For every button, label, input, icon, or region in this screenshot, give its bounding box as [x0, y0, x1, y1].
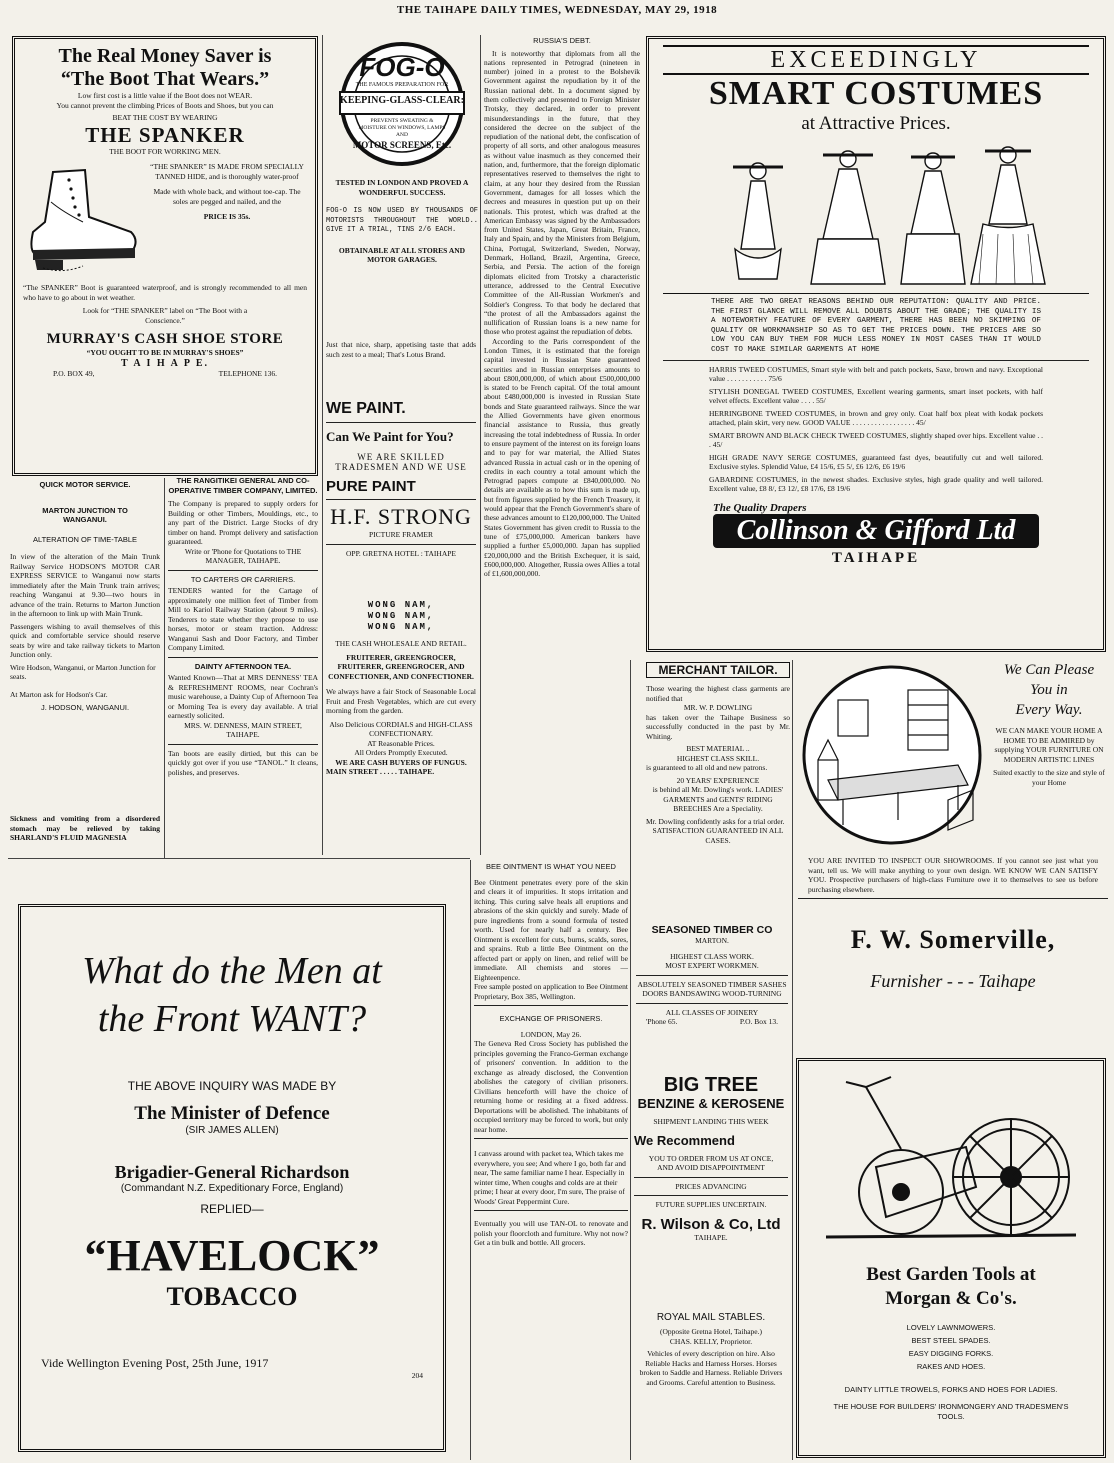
wongnam-body: We always have a fair Stock of Seasonable Local Fruit and Fresh Vegetables, which are cut every morning from the garden. — [326, 687, 476, 715]
column-rule — [322, 35, 323, 855]
tanol-notice-2: Eventually you will use TAN-OL to renovate and polish your floorcloth and furniture. Why not now? Get a tin bulk and bottle. All grocers. — [474, 1219, 628, 1247]
motor-signature: J. HODSON, WANGANUI. — [40, 703, 130, 712]
column-two-notices — [168, 476, 318, 856]
morgan-item: RAKES AND HOES. — [916, 1362, 986, 1371]
costumes-firm: Collinson & Gifford Ltd — [713, 514, 1039, 548]
somerville-advert — [798, 660, 1108, 1050]
tea-body: Wanted Known—That at MRS DENNESS' TEA & REFRESHMENT ROOMS, near Cochran's music warehouse, a Dainty Cup of Afternoon Tea or Morning Tea is every day available. A trial earnestly solicited. — [168, 673, 318, 720]
tailor-body-2: has taken over the Taihape Business so successfully conducted in the past by Mr. Whiting. — [646, 712, 790, 741]
bigtree-product: BENZINE & KEROSENE — [637, 1096, 785, 1111]
somerville-suited: Suited exactly to the size and style of your Home — [993, 768, 1105, 787]
stables-advert — [634, 1312, 788, 1458]
somerville-headline-3: Every Way. — [1015, 702, 1083, 718]
bigtree-advert — [634, 1074, 788, 1304]
exchange-title: EXCHANGE OF PRISONERS. — [499, 1014, 603, 1023]
costume-item: SMART BROWN AND BLACK CHECK TWEED COSTUMES, slightly shaped over hips. Excellent value . . . 45/ — [709, 430, 1043, 450]
bigtree-firm: R. Wilson & Co, Ltd — [641, 1215, 781, 1233]
morgan-trowels: DAINTY LITTLE TROWELS, FORKS AND HOES FOR LADIES. — [844, 1385, 1058, 1394]
stables-proprietor: CHAS. KELLY, Proprietor. — [669, 1336, 753, 1346]
wongnam-fungus: WE ARE CASH BUYERS OF FUNGUS. — [335, 757, 467, 767]
rangitikei-body: The Company is prepared to supply orders for Building or other Timbers, Mouldings, etc., to any part of the District. Large Stocks of dry timber on hand. Prompt delivery and satisfaction guaranteed. — [168, 499, 318, 546]
costume-item: STYLISH DONEGAL TWEED COSTUMES, Excellent wearing garments, smart inset pockets, with half velvet effects. Excellent value . . . . 55/ — [709, 386, 1043, 406]
fogo-body: FOG-O IS NOW USED BY THOUSANDS OF MOTORISTS THROUGHOUT THE WORLD.. GIVE IT A TRIAL, TINS 2/6 EACH. — [326, 207, 478, 234]
fogo-obtain: OBTAINABLE AT ALL STORES AND MOTOR GARAGES. — [338, 245, 466, 264]
tailor-experience-2: is behind all Mr. Dowling's work. LADIES' GARMENTS and GENTS' RIDING BREECHES Are a Speciality. — [652, 785, 784, 813]
havelock-brigadier: Brigadier-General Richardson — [114, 1162, 350, 1182]
sharland-notice: Sickness and vomiting from a disordered stomach may be relieved by taking SHARLAND'S FLUID MAGNESIA — [10, 814, 160, 842]
fogo-logo-seal — [338, 40, 466, 168]
spanker-intro: Low first cost is a little value if the Boot does not WEAR. — [77, 91, 253, 100]
havelock-advert — [18, 904, 446, 1452]
costume-item: HARRIS TWEED COSTUMES, Smart style with belt and patch pockets, Saxe, brown and navy. Exceptional value . . . . . . . . . . . 75/6 — [709, 364, 1043, 384]
motor-passengers: Passengers wishing to avail themselves of this quick and comfortable service should reserve seats by wire and take railway tickets to Marton Junction only. — [10, 621, 160, 659]
timber-advert — [636, 924, 788, 1048]
column-rule — [792, 660, 793, 1460]
timber-line: HIGHEST CLASS WORK. — [670, 951, 754, 961]
bigtree-prices: PRICES ADVANCING — [675, 1181, 747, 1191]
havelock-vide: Vide Wellington Evening Post, 25th June, 1917 — [41, 1356, 269, 1370]
tailor-experience: 20 YEARS' EXPERIENCE — [676, 775, 760, 785]
tailor-advert — [646, 662, 790, 908]
debt-paragraph-2: According to the Paris correspondent of the London Times, it is estimated that the foreign capital invested in Russian State guaranteed securities and in Russian enterprises amounts to about £800,000,000, of which about £500,000,000 is stated to be French capital. Of the total amount about £480,000,000 is invested in Russian State bonds and State guaranteed railways. Since the war the Allied Governments have given enormous financial assistance to Russia, thus greatly increasing the total indebtedness of Russia. In order to ensure payment of the interest on its foreign loans and to pay for war material, the Allied States advanced Russia in actual cash or in the opening of credits in each country a total amount which the Petrograd papers compute at £840,000,000. No details are available as to how this sum is made up, but from figures supplied by the French Treasury, it would appear that the French Government's share of these advances amount to £120,000,000. The United States Government has given credit to Russia to the tune of £75,000,000. American bankers have supplied a further £5,000,000. Japan has supplied £20,000,000 and the British Exchequer, it is said, £600,000,000. Altogether, Russia owes Allies a total of £1,600,000,000. — [484, 336, 640, 579]
spanker-box: P.O. BOX 49, — [53, 368, 95, 378]
timber-phone: 'Phone 65. — [646, 1017, 678, 1026]
spanker-desc-2: Made with whole back, and without toe-cap. The soles are pegged and nailed, and the — [153, 187, 301, 206]
fogo-tested: TESTED IN LONDON AND PROVED A WONDERFUL SUCCESS. — [335, 178, 469, 197]
bigtree-headline: BIG TREE — [663, 1074, 759, 1096]
bee-title: BEE OINTMENT IS WHAT YOU NEED — [486, 862, 616, 871]
tailor-name: MR. W. P. DOWLING — [683, 703, 753, 712]
spanker-look: Look for “THE SPANKER” label on “The Boot with a Conscience.” — [82, 306, 248, 325]
havelock-sir: (SIR JAMES ALLEN) — [185, 1125, 279, 1136]
costume-item: HIGH GRADE NAVY SERGE COSTUMES, guaranteed fast dyes, beautifully cut and well tailored. Exclusive styles. Splendid Value, £4 15/6, £5 5/, £6 12/6, £6 19/6 — [709, 452, 1043, 472]
tailor-skill: HIGHEST CLASS SKILL. — [676, 753, 760, 763]
peppermint-cure-verse: I canvass around with packet tea, Which takes me everywhere, you see; And where I go, both far and near, The same familiar name I hear. Especially in winter time, When coughs and colds are at their prime; I hear at every door, I'm sure, The praise of Woods' Great Peppermint Cure. — [474, 1149, 626, 1206]
debt-title: RUSSIA'S DEBT. — [533, 36, 591, 45]
debt-paragraph: It is noteworthy that diplomats from all the nations represented in Petrograd (nineteen in number) joined in a protest to the Bolshevik Government against the repudiation by it of the Russian national debt. In a document signed by them collectively and presented to Foreign Minister Trotsky, they declared, in order to prevent misunderstandings in the future, that they considered the decree on the subject of the repudiation of the national debt, the confiscation of property of all sorts, and other analogous measures as without value inasmuch as they concerned their nation, and, furthermore, that the foreign diplomatic representatives reserved to themselves the right to claim, at any hour they desired from the Russian Government, damages for all losses which the decrees and measures in question put up on their nationals. This protest, which was drafted at the American Embassy was signed by the Ambassadors from United States, Japan, Great Britain, France, Italy and Spain, and by the Ministers from Belgium, China, Portugal, Switzerland, Sweden, Norway, Denmark, Holland, Brazil, Argentina, Greece, Serbia, and Persia. The action of the foreign diplomats elicited from Trotsky a characteristic utterance, addressed to the Central Executive Committee of the All-Russian Workmen's and Soldier's Congress. To that body he declared that “the protest of all the Ambassadors against the nullification of Russian loans is a new name for those who protest against the repudiation of debts. — [484, 48, 640, 337]
morgan-advert — [796, 1058, 1106, 1458]
wongnam-line: WONG NAM, — [367, 600, 435, 610]
spanker-advert — [12, 36, 318, 476]
rangitikei-title: THE RANGITIKEI GENERAL AND CO-OPERATIVE TIMBER COMPANY, LIMITED. — [168, 476, 318, 495]
furniture-showroom-illustration — [798, 660, 986, 850]
column-five-notices — [474, 862, 628, 1458]
timber-place: MARTON. — [695, 936, 729, 945]
carters-body: TENDERS wanted for the Cartage of approximately one million feet of Timber from Mill to Kariol Railway Station (about 9 miles). Tenderers to state whether they propose to use horses, motor or steam traction. Address: Wanganui Sash and Door Factory, and Timber Company Limited. — [168, 586, 318, 652]
morgan-house: THE HOUSE FOR BUILDERS' IRONMONGERY AND TRADESMEN'S TOOLS. — [833, 1402, 1069, 1421]
timber-title: SEASONED TIMBER CO — [651, 924, 773, 936]
spanker-desc-3: “The SPANKER” Boot is guaranteed waterproof, and is strongly recommended to all men who have to go about in wet weather. — [23, 283, 307, 302]
wongnam-prices: AT Reasonable Prices. — [367, 738, 435, 748]
fogo-ring-top: THE FAMOUS PREPARATION FOR — [355, 82, 449, 88]
costumes-headline: EXCEEDINGLY — [663, 45, 1089, 75]
strong-skilled: WE ARE SKILLED TRADESMEN AND WE USE — [335, 452, 467, 472]
bigtree-shipment: SHIPMENT LANDING THIS WEEK — [653, 1117, 769, 1126]
somerville-headline-2: You in — [1030, 682, 1068, 698]
havelock-commandant: (Commandant N.Z. Expeditionary Force, England) — [120, 1183, 344, 1194]
wongnam-advert — [326, 600, 476, 855]
fogo-band: KEEPING-GLASS-CLEAR: — [340, 95, 464, 106]
motor-title: QUICK MOTOR SERVICE. — [39, 480, 131, 489]
costume-item: GABARDINE COSTUMES, in the newest shades. Exclusive styles, high grade quality and well tailored. Excellent value, £8 8/, £3 12/, £8 17/6, £8 19/6 — [709, 474, 1043, 494]
motor-route: MARTON JUNCTION TO WANGANUI. — [42, 505, 128, 524]
column-rule — [470, 860, 471, 1460]
bigtree-recommend: We Recommend — [634, 1132, 735, 1148]
spanker-desc: “THE SPANKER” IS MADE FROM SPECIALLY TANNED HIDE, and is thoroughly water-proof — [150, 162, 304, 181]
timber-line: ABSOLUTELY SEASONED TIMBER SASHES DOORS BANDSAWING WOOD-TURNING — [637, 979, 787, 998]
lawnmower-illustration — [806, 1067, 1096, 1257]
stables-title: ROYAL MAIL STABLES. — [656, 1312, 766, 1323]
havelock-inquiry: THE ABOVE INQUIRY WAS MADE BY — [127, 1079, 337, 1093]
costumes-advert — [646, 36, 1106, 652]
fogo-ring-bottom: MOTOR SCREENS, Etc. — [352, 140, 452, 150]
strong-address: OPP. GRETNA HOTEL : TAIHAPE — [345, 548, 457, 558]
stables-body: Vehicles of every description on hire. Also Reliable Hacks and Harness Horses. Horses broken to Saddle and Harness. Reliable Drivers and Grooms. Careful attention to Business. — [639, 1349, 783, 1387]
morgan-item: BEST STEEL SPADES. — [911, 1336, 991, 1345]
wongnam-line: WONG NAM, — [367, 611, 435, 621]
costumes-subhead: at Attractive Prices. — [801, 113, 951, 134]
motor-alteration: ALTERATION OF TIME-TABLE — [32, 534, 138, 544]
wongnam-cash: THE CASH WHOLESALE AND RETAIL. — [335, 639, 467, 648]
timber-line: ALL CLASSES OF JOINERY — [665, 1007, 759, 1017]
tailor-guarantee: is guaranteed to all old and new patrons. — [646, 763, 768, 772]
fogo-ring-mid: PREVENTS SWEATING & MOISTURE ON WINDOWS, LAMPS AND — [358, 118, 446, 138]
boot-illustration — [23, 162, 143, 277]
somerville-invite: YOU ARE INVITED TO INSPECT OUR SHOWROOMS. If you cannot see just what you want, tell us. We will make anything to your own design. WE KNOW WE CAN SATISFY YOU. Prospective purchasers of high-class Furniture owe it to themselves to see us before purchasing elsewhere. — [808, 856, 1098, 894]
fogo-logo-text: FOG-O — [359, 52, 445, 82]
spanker-beat: BEAT THE COST BY WEARING — [112, 113, 218, 122]
costumes-drapers: The Quality Drapers — [713, 501, 807, 514]
havelock-headline: What do the Men at — [82, 950, 382, 992]
strong-sub: PICTURE FRAMER — [369, 530, 433, 539]
havelock-tobacco: TOBACCO — [166, 1282, 298, 1311]
tea-title: DAINTY AFTERNOON TEA. — [194, 661, 292, 671]
russia-debt-article — [484, 36, 640, 841]
spanker-phone: TELEPHONE 136. — [218, 368, 277, 378]
section-rule — [8, 858, 470, 859]
strong-headline: WE PAINT. — [326, 400, 406, 417]
exchange-body: The Geneva Red Cross Society has published the principles governing the Franco-German exchange of prisoners' convention. In addition to the exchange as already disclosed, the Convention abolishes the category of civilian prisoners. Civilians henceforth will have the choice of returning home or residing at a fixed address. Deportations will be abolished. The inhabitants of occupied territory may be forced to work, but only near home. — [474, 1039, 628, 1134]
havelock-brand: “HAVELOCK” — [84, 1231, 380, 1280]
masthead: THE TAIHAPE DAILY TIMES, WEDNESDAY, MAY 29, 1918 — [396, 4, 718, 16]
tea-signature: MRS. W. DENNESS, MAIN STREET, TAIHAPE. — [184, 720, 302, 739]
wongnam-orders: All Orders Promptly Executed. — [354, 748, 448, 757]
spanker-store: MURRAY'S CASH SHOE STORE — [46, 331, 284, 347]
column-rule — [480, 35, 481, 855]
spanker-headline: The Real Money Saver is — [58, 45, 272, 67]
morgan-item: LOVELY LAWNMOWERS. — [906, 1323, 996, 1332]
morgan-headline: Best Garden Tools at — [866, 1264, 1036, 1285]
lotus-notice: Just that nice, sharp, appetising taste that adds such zest to a meal; That's Lotus Brand. — [326, 340, 476, 359]
tailor-material: BEST MATERIAL .. — [686, 744, 750, 753]
morgan-headline-2: Morgan & Co's. — [885, 1288, 1017, 1309]
morgan-item: EASY DIGGING FORKS. — [908, 1349, 994, 1358]
spanker-intro-2: You cannot prevent the climbing Prices of Boots and Shoes, but you can — [56, 100, 274, 110]
havelock-replied: REPLIED— — [200, 1202, 264, 1216]
spanker-headline-2: “The Boot That Wears.” — [60, 68, 270, 90]
bigtree-future: FUTURE SUPPLIES UNCERTAIN. — [655, 1200, 767, 1209]
spanker-tagline: “YOU OUGHT TO BE IN MURRAY'S SHOES” — [86, 348, 244, 357]
timber-line: MOST EXPERT WORKMEN. — [665, 961, 759, 970]
carters-title: TO CARTERS OR CARRIERS. — [190, 574, 296, 584]
tailor-body: Those wearing the highest class garments are notified that — [646, 684, 790, 703]
motor-ask: At Marton ask for Hodson's Car. — [10, 689, 108, 699]
spanker-price: PRICE IS 35s. — [203, 212, 251, 221]
strong-name: H.F. STRONG — [330, 504, 472, 529]
costumes-town: TAIHAPE — [831, 549, 921, 566]
motor-service-notice — [10, 480, 160, 810]
bee-body: Bee Ointment penetrates every pore of the skin and clears it of impurities. It stops irritation and itching. This curing salve heals all eruptions and abrasions of the skin quickly and surely. Made of pure ingredients from a sound formula of tested worth. Used for nearly half a century. Bee Ointment is excellent for cuts, burns, scalds, sores, and sprains. Rub a little Bee Ointment on the affected part or apply on linen, and relief will be immediate. All chemists and stores —Eighteenpence. — [474, 877, 628, 982]
havelock-minister: The Minister of Defence — [134, 1103, 330, 1124]
havelock-number: 204 — [411, 1371, 423, 1380]
tailor-asks: Mr. Dowling confidently asks for a trial order. — [646, 816, 785, 826]
stables-opposite: (Opposite Gretna Hotel, Taihape.) — [659, 1327, 762, 1336]
costume-figures-illustration — [663, 139, 1093, 289]
spanker-brand: THE SPANKER — [85, 122, 245, 147]
costumes-reasons: THERE ARE TWO GREAT REASONS BEHIND OUR REPUTATION: QUALITY AND PRICE. THE FIRST GLANCE WILL REMOVE ALL DOUBTS ABOUT THE GRADE; THE QUALITY IS A NOTEWORTHY FEATURE OF EVERY GARMENT, THERE HAS BEEN NO SKIMPING OF QUALITY OR WORKMANSHIP SO AS TO GET THE PRICES DOWN. THE PRICES ARE SO LOW YOU CAN BUY THEM FOR MUCH LESS MONEY IN MOST CASES THAN IT WOULD COST TO MAKE SIMILAR GARMENTS AT HOME — [711, 298, 1041, 354]
rangitikei-write: Write or 'Phone for Quotations to THE MANAGER, TAIHAPE. — [184, 546, 302, 565]
exchange-dateline: LONDON, May 26. — [520, 1029, 582, 1039]
bee-sample: Free sample posted on application to Bee Ointment Proprietary, Box 385, Wellington. — [474, 982, 628, 1001]
motor-wire: Wire Hodson, Wanganui, or Marton Junction for seats. — [10, 662, 156, 681]
bigtree-town: TAIHAPE. — [694, 1232, 728, 1242]
costumes-headline-2: SMART COSTUMES — [708, 75, 1044, 112]
wongnam-trade: FRUITERER, GREENGROCER, FRUITERER, GREENGROCER, AND CONFECTIONER, AND CONFECTIONER. — [328, 652, 474, 681]
wongnam-also: Also Delicious CORDIALS and HIGH-CLASS CONFECTIONARY. — [329, 719, 473, 738]
wongnam-line: WONG NAM, — [367, 622, 435, 632]
strong-advert — [326, 400, 476, 590]
fogo-advert — [326, 36, 478, 336]
tailor-title: MERCHANT TAILOR. — [646, 662, 790, 678]
strong-question: Can We Paint for You? — [326, 429, 454, 444]
wongnam-street: MAIN STREET . . . . . TAIHAPE. — [326, 767, 435, 776]
costume-item: HERRINGBONE TWEED COSTUMES, in brown and grey only. Coat half box pleat with kodak pockets attached, plain skirt, very new. GOOD VALUE . . . . . . . . . . . . . . . . . 45/ — [709, 408, 1043, 428]
somerville-headline: We Can Please — [1003, 662, 1095, 678]
somerville-body: WE CAN MAKE YOUR HOME A HOME TO BE ADMIRED by supplying YOUR FURNITURE ON MODERN ARTISTIC LINES — [994, 726, 1104, 764]
tanol-notice: Tan boots are easily dirtied, but this can be quickly got over if you use “TANOL.” It cleans, polishes, and preserves. — [168, 748, 318, 777]
spanker-sub: THE BOOT FOR WORKING MEN. — [109, 146, 221, 156]
strong-pure-paint: PURE PAINT — [326, 478, 416, 495]
bigtree-body: YOU TO ORDER FROM US AT ONCE, AND AVOID DISAPPOINTMENT — [648, 1153, 774, 1172]
tailor-satisfaction: SATISFACTION GUARANTEED IN ALL CASES. — [652, 826, 784, 845]
timber-box: P.O. Box 13. — [739, 1017, 778, 1026]
havelock-headline-2: the Front WANT? — [97, 998, 367, 1040]
spanker-town: T A I H A P E. — [120, 357, 210, 369]
somerville-name: F. W. Somerville, — [850, 925, 1056, 954]
motor-body: In view of the alteration of the Main Trunk Railway Service HODSON'S MOTOR CAR EXPRESS SERVICE to Wanganui now starts immediately after the Main Trunk train arrives; reaching Wanganui at 9.30—two hours in advance of the train. Returns to Marton Junction in the afternoon to link up with Main Trunk. — [10, 552, 160, 618]
column-rule — [164, 478, 165, 858]
somerville-trade: Furnisher - - - Taihape — [870, 971, 1036, 991]
